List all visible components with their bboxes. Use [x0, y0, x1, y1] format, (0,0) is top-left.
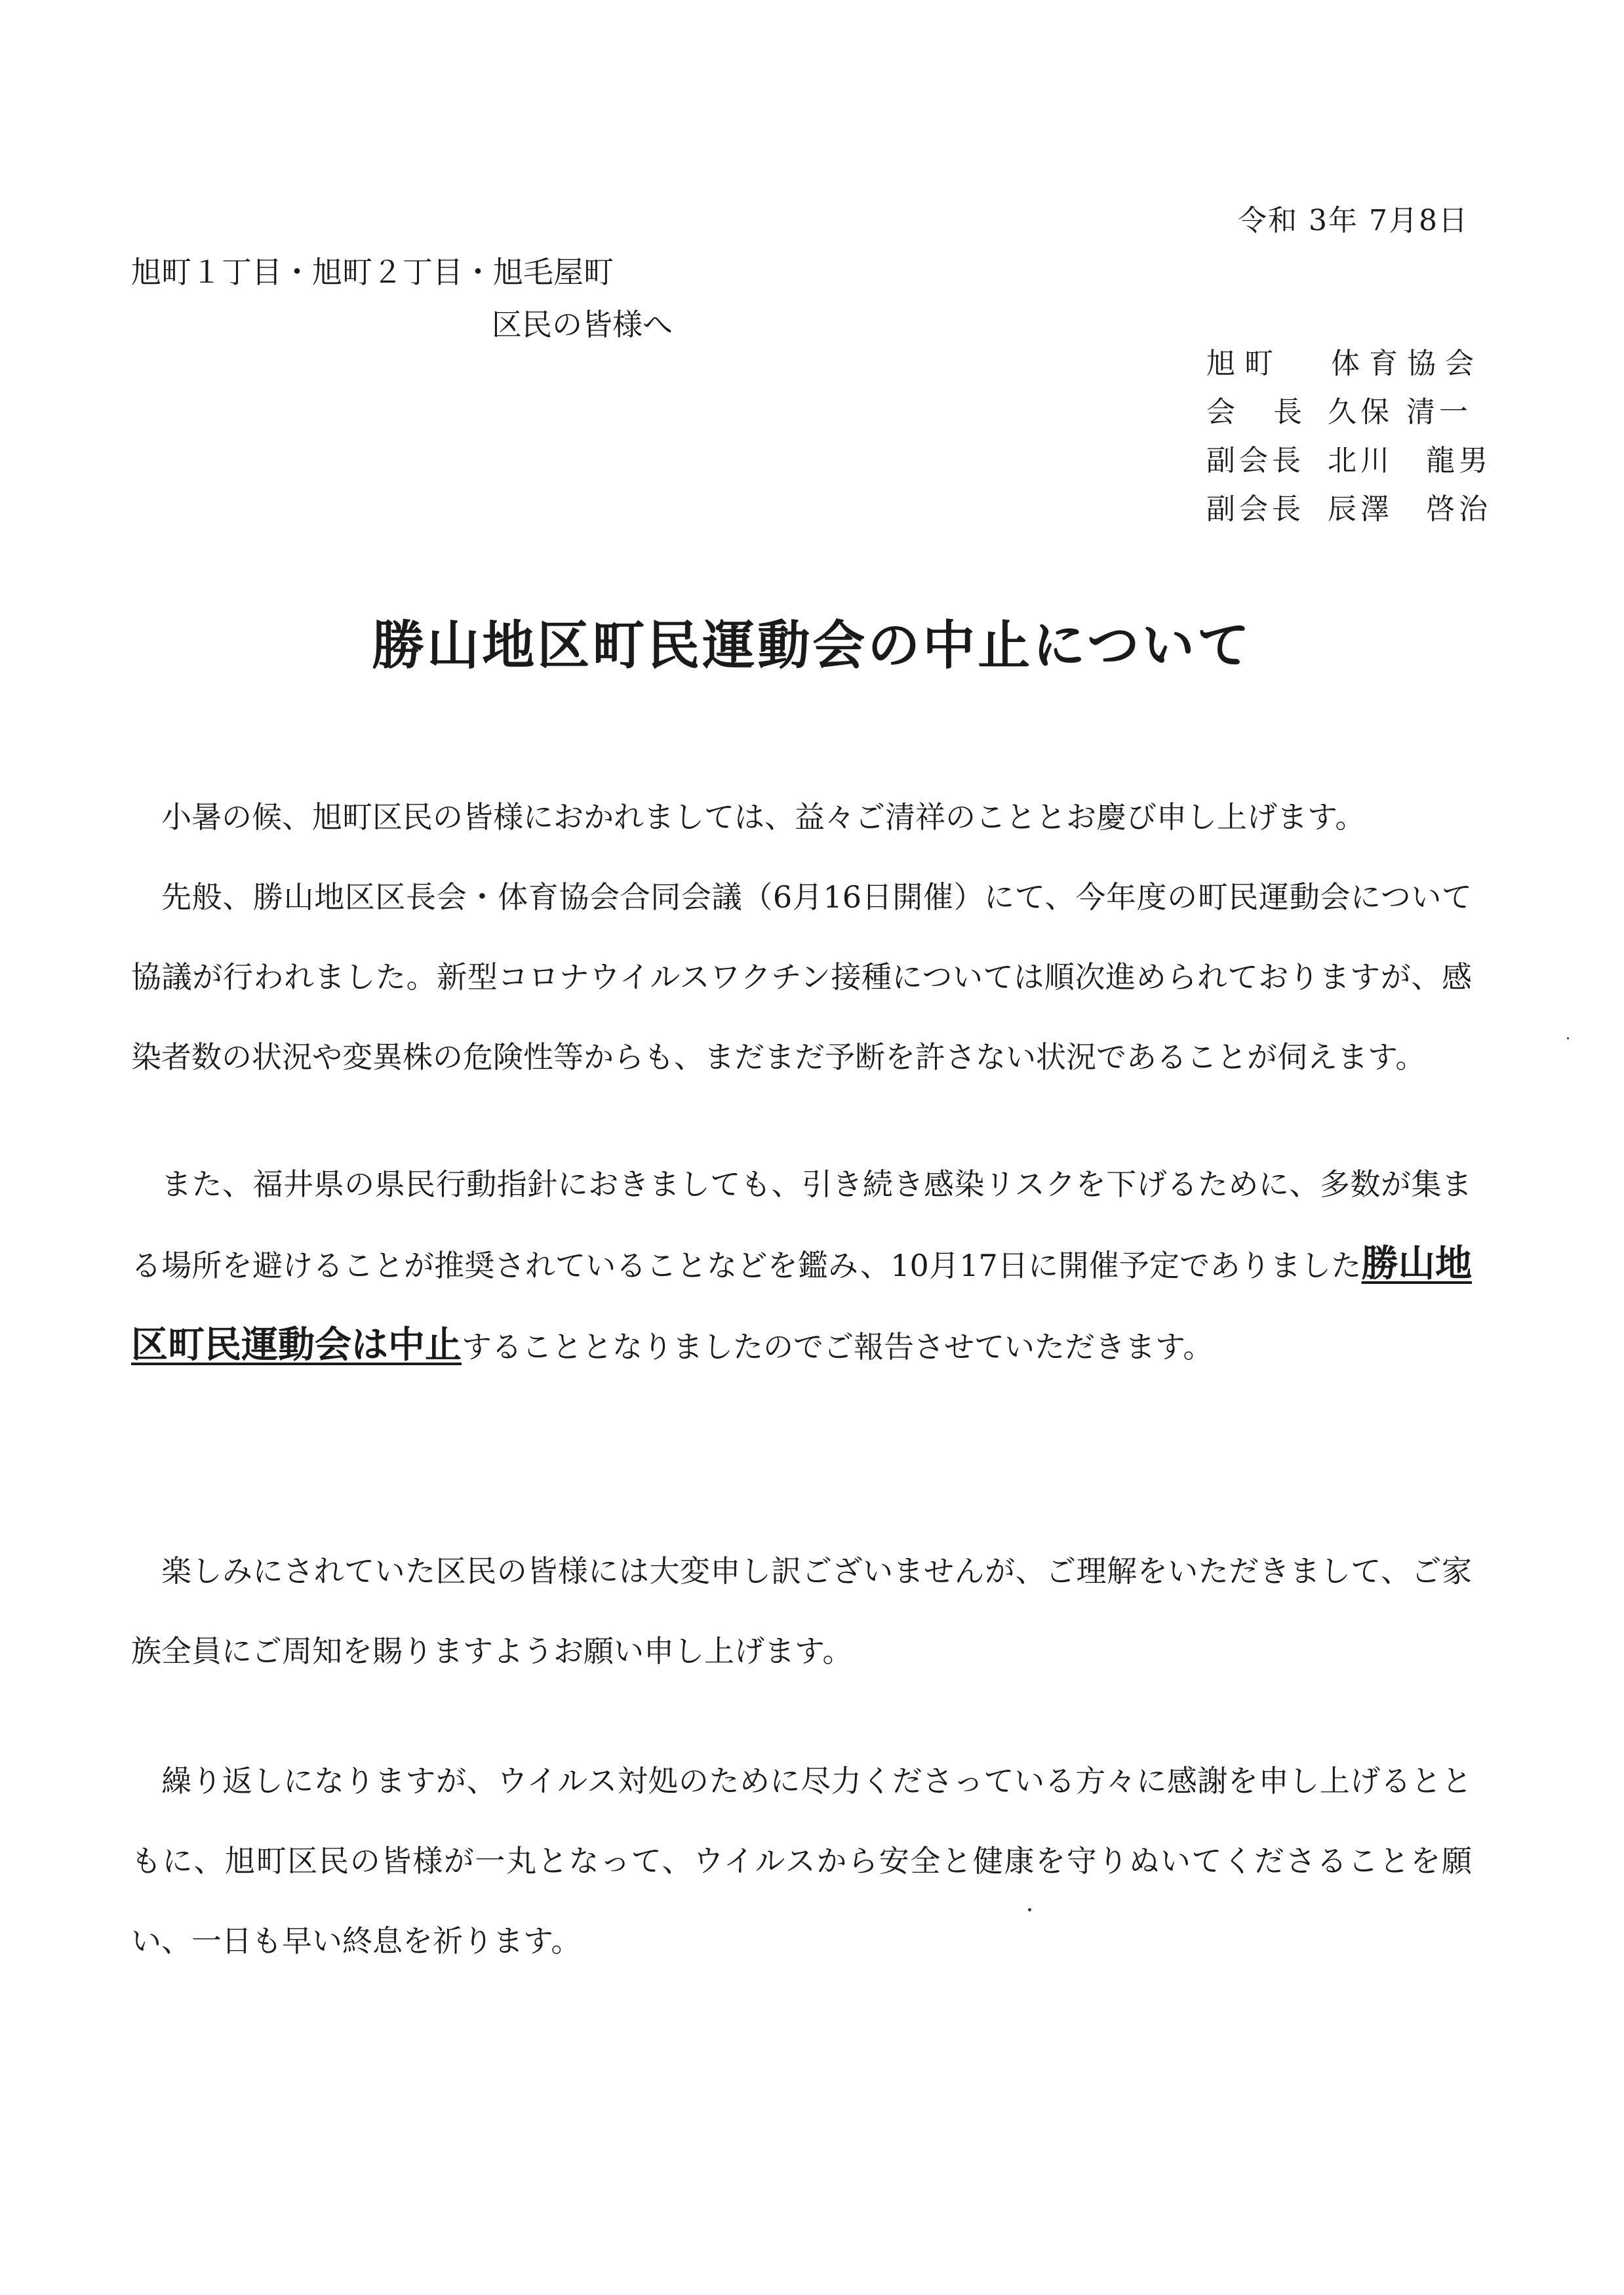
sender-name: 辰澤 啓治 — [1328, 492, 1492, 526]
body-section-1 — [131, 777, 1472, 1097]
sender-name: 北川 龍男 — [1328, 444, 1492, 477]
document-date: 令和 3年 7月8日 — [1238, 204, 1469, 237]
sender-role: 副会長 — [1206, 492, 1305, 526]
sender-row-vice-president-2 — [1206, 485, 1492, 534]
paragraph-greeting: 小暑の候、旭町区民の皆様におかれましては、益々ご清祥のこととお慶び申し上げます。 — [161, 799, 1366, 835]
sender-role: 会 長 — [1206, 395, 1317, 429]
sender-block — [1206, 340, 1492, 534]
cancellation-text-after: することとなりましたのでご報告させていただきます。 — [462, 1329, 1214, 1365]
sender-role: 副会長 — [1206, 444, 1305, 477]
addressee-block — [131, 246, 673, 351]
sender-organization — [1206, 340, 1492, 388]
paragraph-apology: 楽しみにされていた区民の皆様には大変申し訳ございませんが、ご理解をいただきまして、ご家族全員にご周知を賜りますようお願い申し上げます。 — [131, 1553, 1472, 1669]
body-section-2 — [131, 1144, 1472, 1387]
sender-org-part-2: 体育協会 — [1331, 347, 1483, 380]
scan-speck — [1028, 1908, 1031, 1911]
sender-org-part-1: 旭町 — [1206, 347, 1282, 380]
body-section-3 — [131, 1531, 1472, 1691]
paragraph-closing: 繰り返しになりますが、ウイルス対処のために尽力くださっている方々に感謝を申し上げるとともに、旭町区民の皆様が一丸となって、ウイルスから安全と健康を守りぬいてくださることを願い、一日も早い終息を祈ります。 — [131, 1763, 1472, 1959]
body-section-4 — [131, 1741, 1472, 1981]
scan-speck — [1567, 1037, 1569, 1039]
cancellation-text-before: また、福井県の県民行動指針におきましても、引き続き感染リスクを下げるために、多数が集まる場所を避けることが推奨されていることなどを鑑み、10月17日に開催予定でありました — [131, 1167, 1472, 1283]
addressee-line-1: 旭町１丁目・旭町２丁目・旭毛屋町 — [131, 254, 614, 290]
sender-name: 久保 清一 — [1328, 395, 1472, 429]
addressee-line-2: 区民の皆様へ — [492, 307, 673, 342]
sender-row-vice-president-1 — [1206, 437, 1492, 485]
paragraph-meeting: 先般、勝山地区区長会・体育協会合同会議（6月16日開催）にて、今年度の町民運動会について協議が行われました。新型コロナウイルスワクチン接種については順次進められておりますが、感染者数の状況や変異株の危険性等からも、まだまだ予断を許さない状況であることが伺えます。 — [131, 879, 1472, 1075]
cancellation-emphasis: 勝山地区町民運動会は中止 — [131, 1243, 1472, 1367]
document-title: 勝山地区町民運動会の中止について — [372, 615, 1252, 676]
sender-row-president — [1206, 388, 1492, 437]
paragraph-cancellation — [131, 1144, 1472, 1387]
